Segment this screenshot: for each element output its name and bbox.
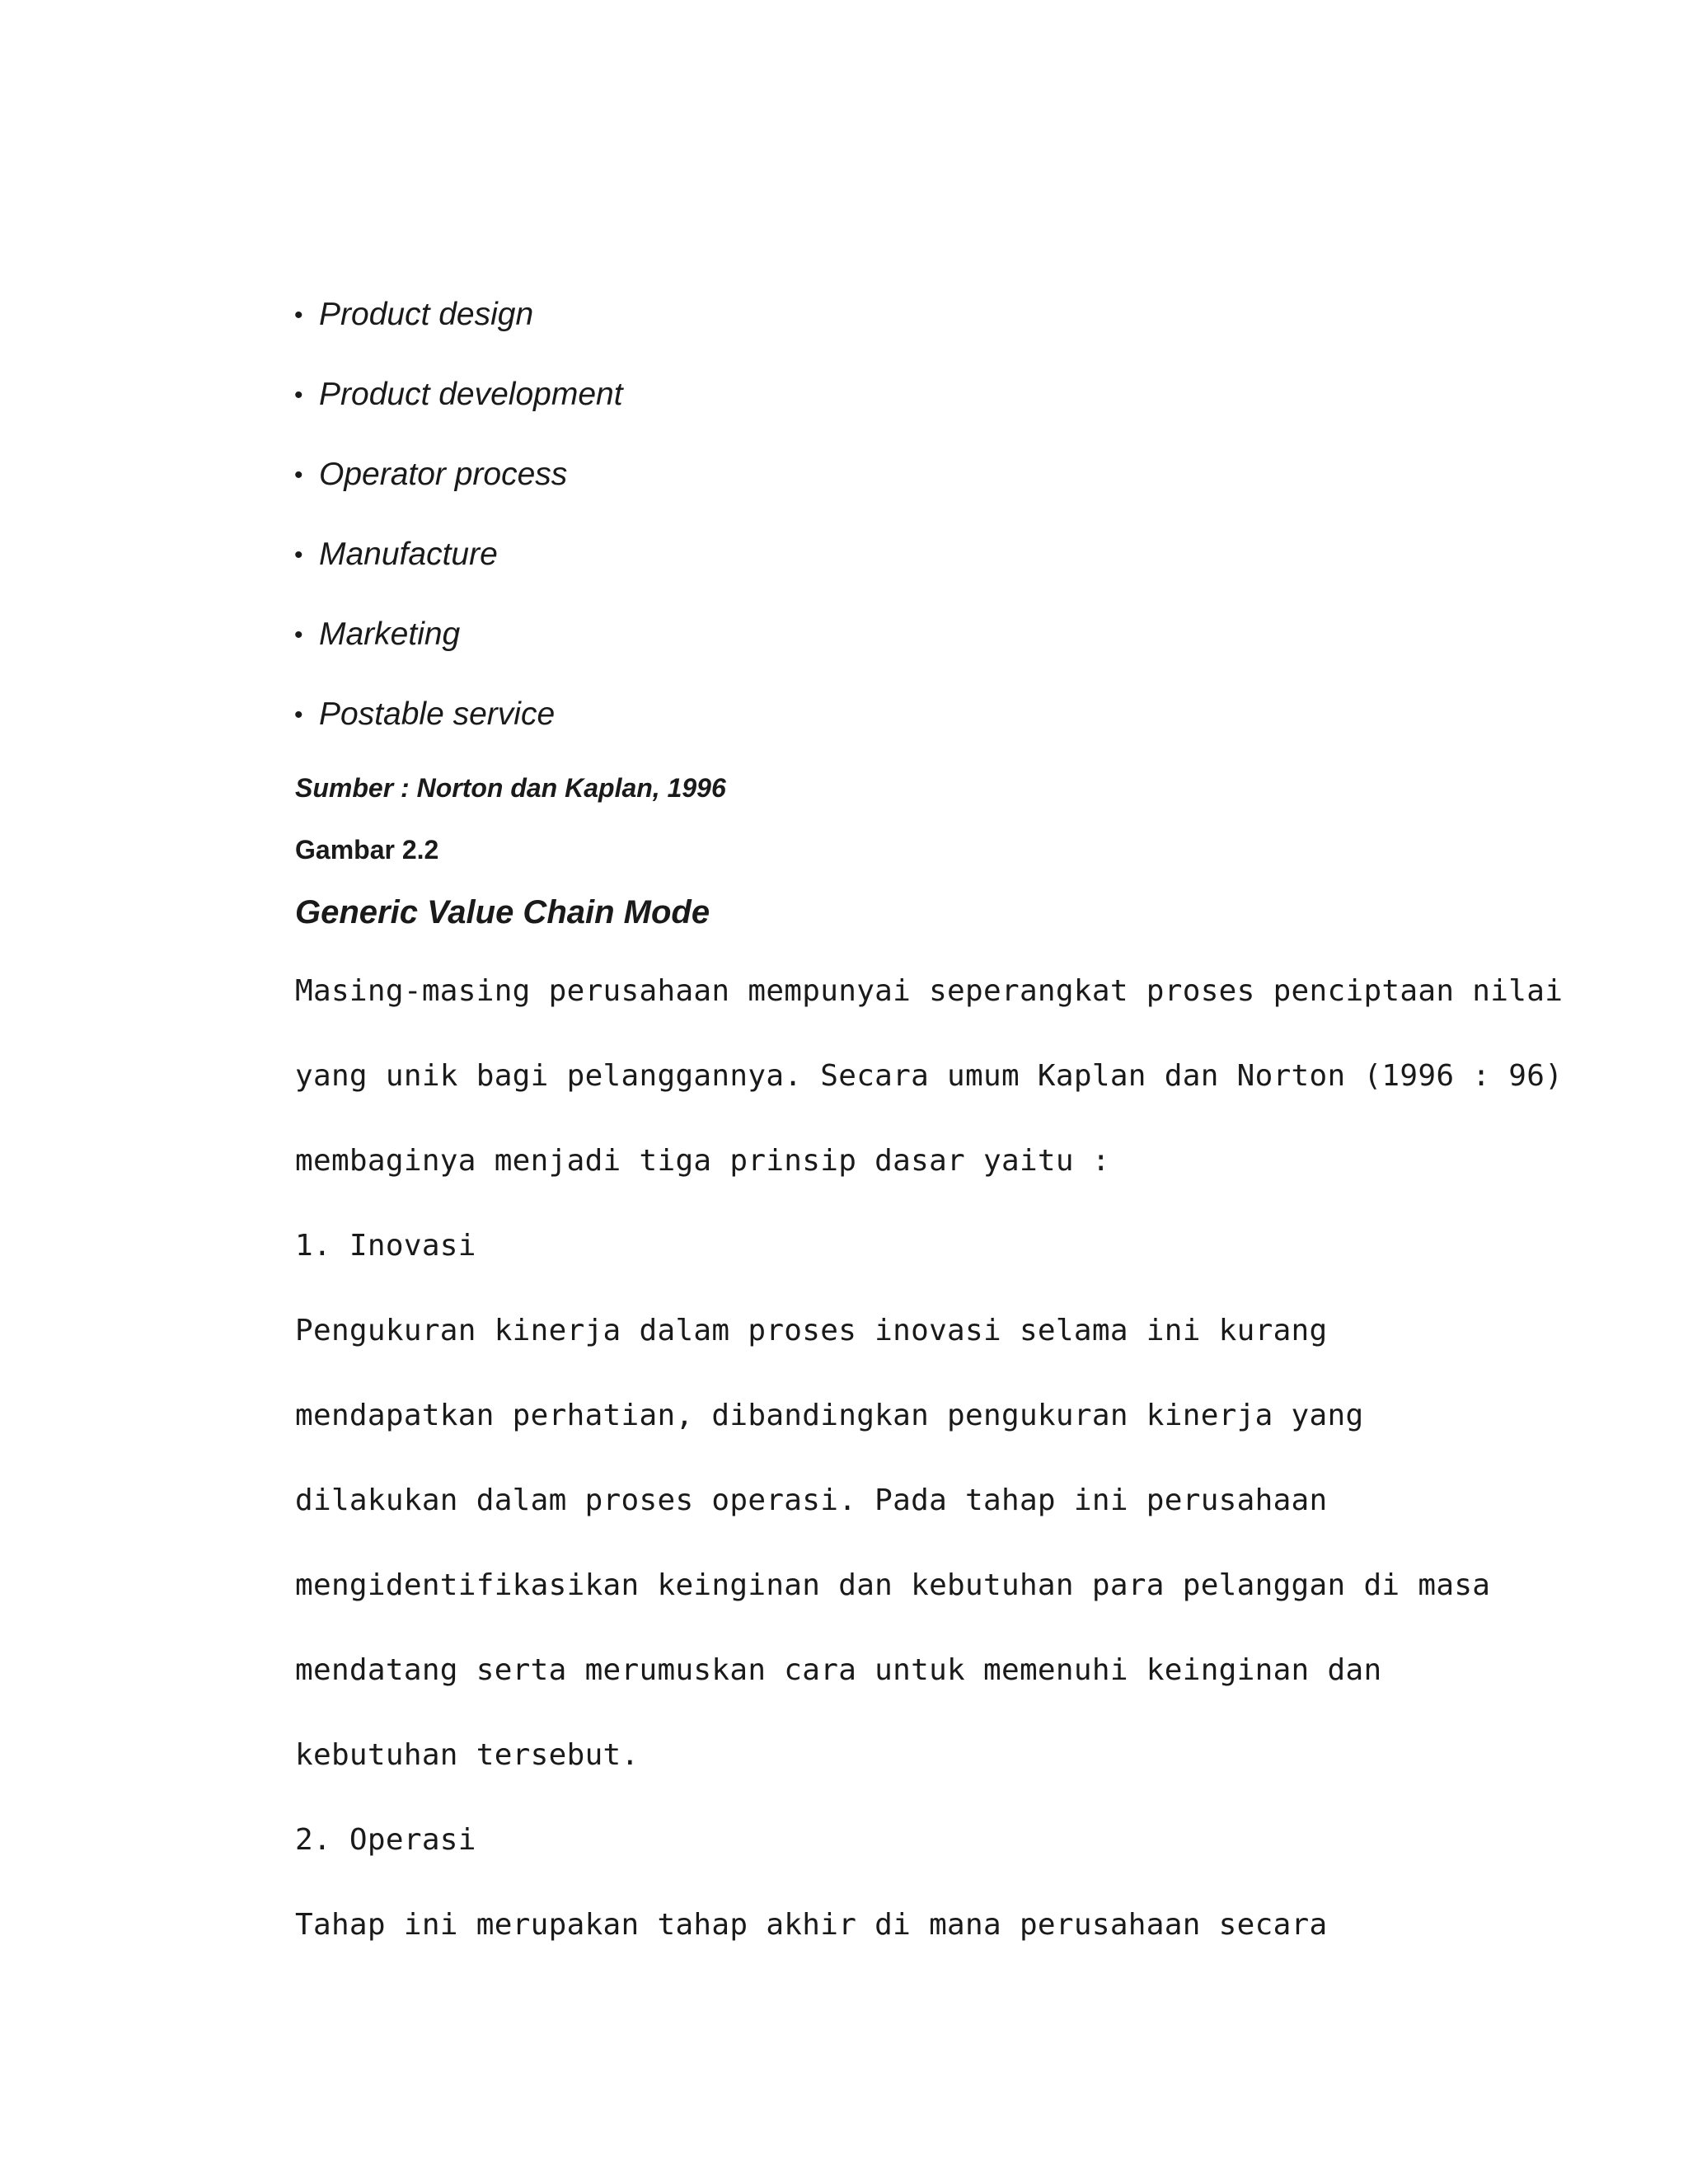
body-line: mendatang serta merumuskan cara untuk memenuhi keinginan dan [295, 1653, 1382, 1687]
body-line: Tahap ini merupakan tahap akhir di mana perusahaan secara [295, 1908, 1328, 1942]
body-text [295, 971, 1563, 1990]
list-item-text: Postable service [319, 696, 556, 732]
list-item-text: Operator process [319, 457, 568, 492]
bullet-icon: • [294, 462, 303, 489]
section-heading-operasi: 2. Operasi [295, 1823, 476, 1857]
body-line: mendapatkan perhatian, dibandingkan pengukuran kinerja yang [295, 1399, 1364, 1432]
body-line: membaginya menjadi tiga prinsip dasar yaitu : [295, 1144, 1110, 1178]
list-item [294, 370, 623, 450]
body-line: Pengukuran kinerja dalam proses inovasi selama ini kurang [295, 1314, 1328, 1347]
list-item-text: Product development [319, 377, 623, 412]
list-item-text: Product design [319, 297, 534, 332]
bullet-icon: • [294, 302, 303, 329]
list-item [294, 610, 623, 690]
figure-title: Generic Value Chain Mode [295, 894, 710, 930]
bullet-icon: • [294, 621, 303, 649]
section-heading-inovasi: 1. Inovasi [295, 1229, 476, 1263]
list-item [294, 690, 623, 770]
value-chain-bullet-list [294, 290, 623, 770]
bullet-icon: • [294, 382, 303, 409]
body-line: kebutuhan tersebut. [295, 1738, 640, 1772]
list-item [294, 450, 623, 530]
body-line: mengidentifikasikan keinginan dan kebutuhan para pelanggan di masa [295, 1568, 1491, 1602]
body-line: dilakukan dalam proses operasi. Pada tahap ini perusahaan [295, 1483, 1328, 1517]
list-item-text: Manufacture [319, 537, 498, 572]
list-item [294, 290, 623, 370]
list-item [294, 530, 623, 610]
figure-source: Sumber : Norton dan Kaplan, 1996 [295, 773, 726, 803]
figure-number: Gambar 2.2 [295, 835, 439, 865]
bullet-icon: • [294, 701, 303, 729]
bullet-icon: • [294, 541, 303, 569]
body-line: yang unik bagi pelanggannya. Secara umum Kaplan dan Norton (1996 : 96) [295, 1059, 1564, 1093]
list-item-text: Marketing [319, 616, 461, 652]
body-line: Masing-masing perusahaan mempunyai seperangkat proses penciptaan nilai [295, 974, 1564, 1008]
